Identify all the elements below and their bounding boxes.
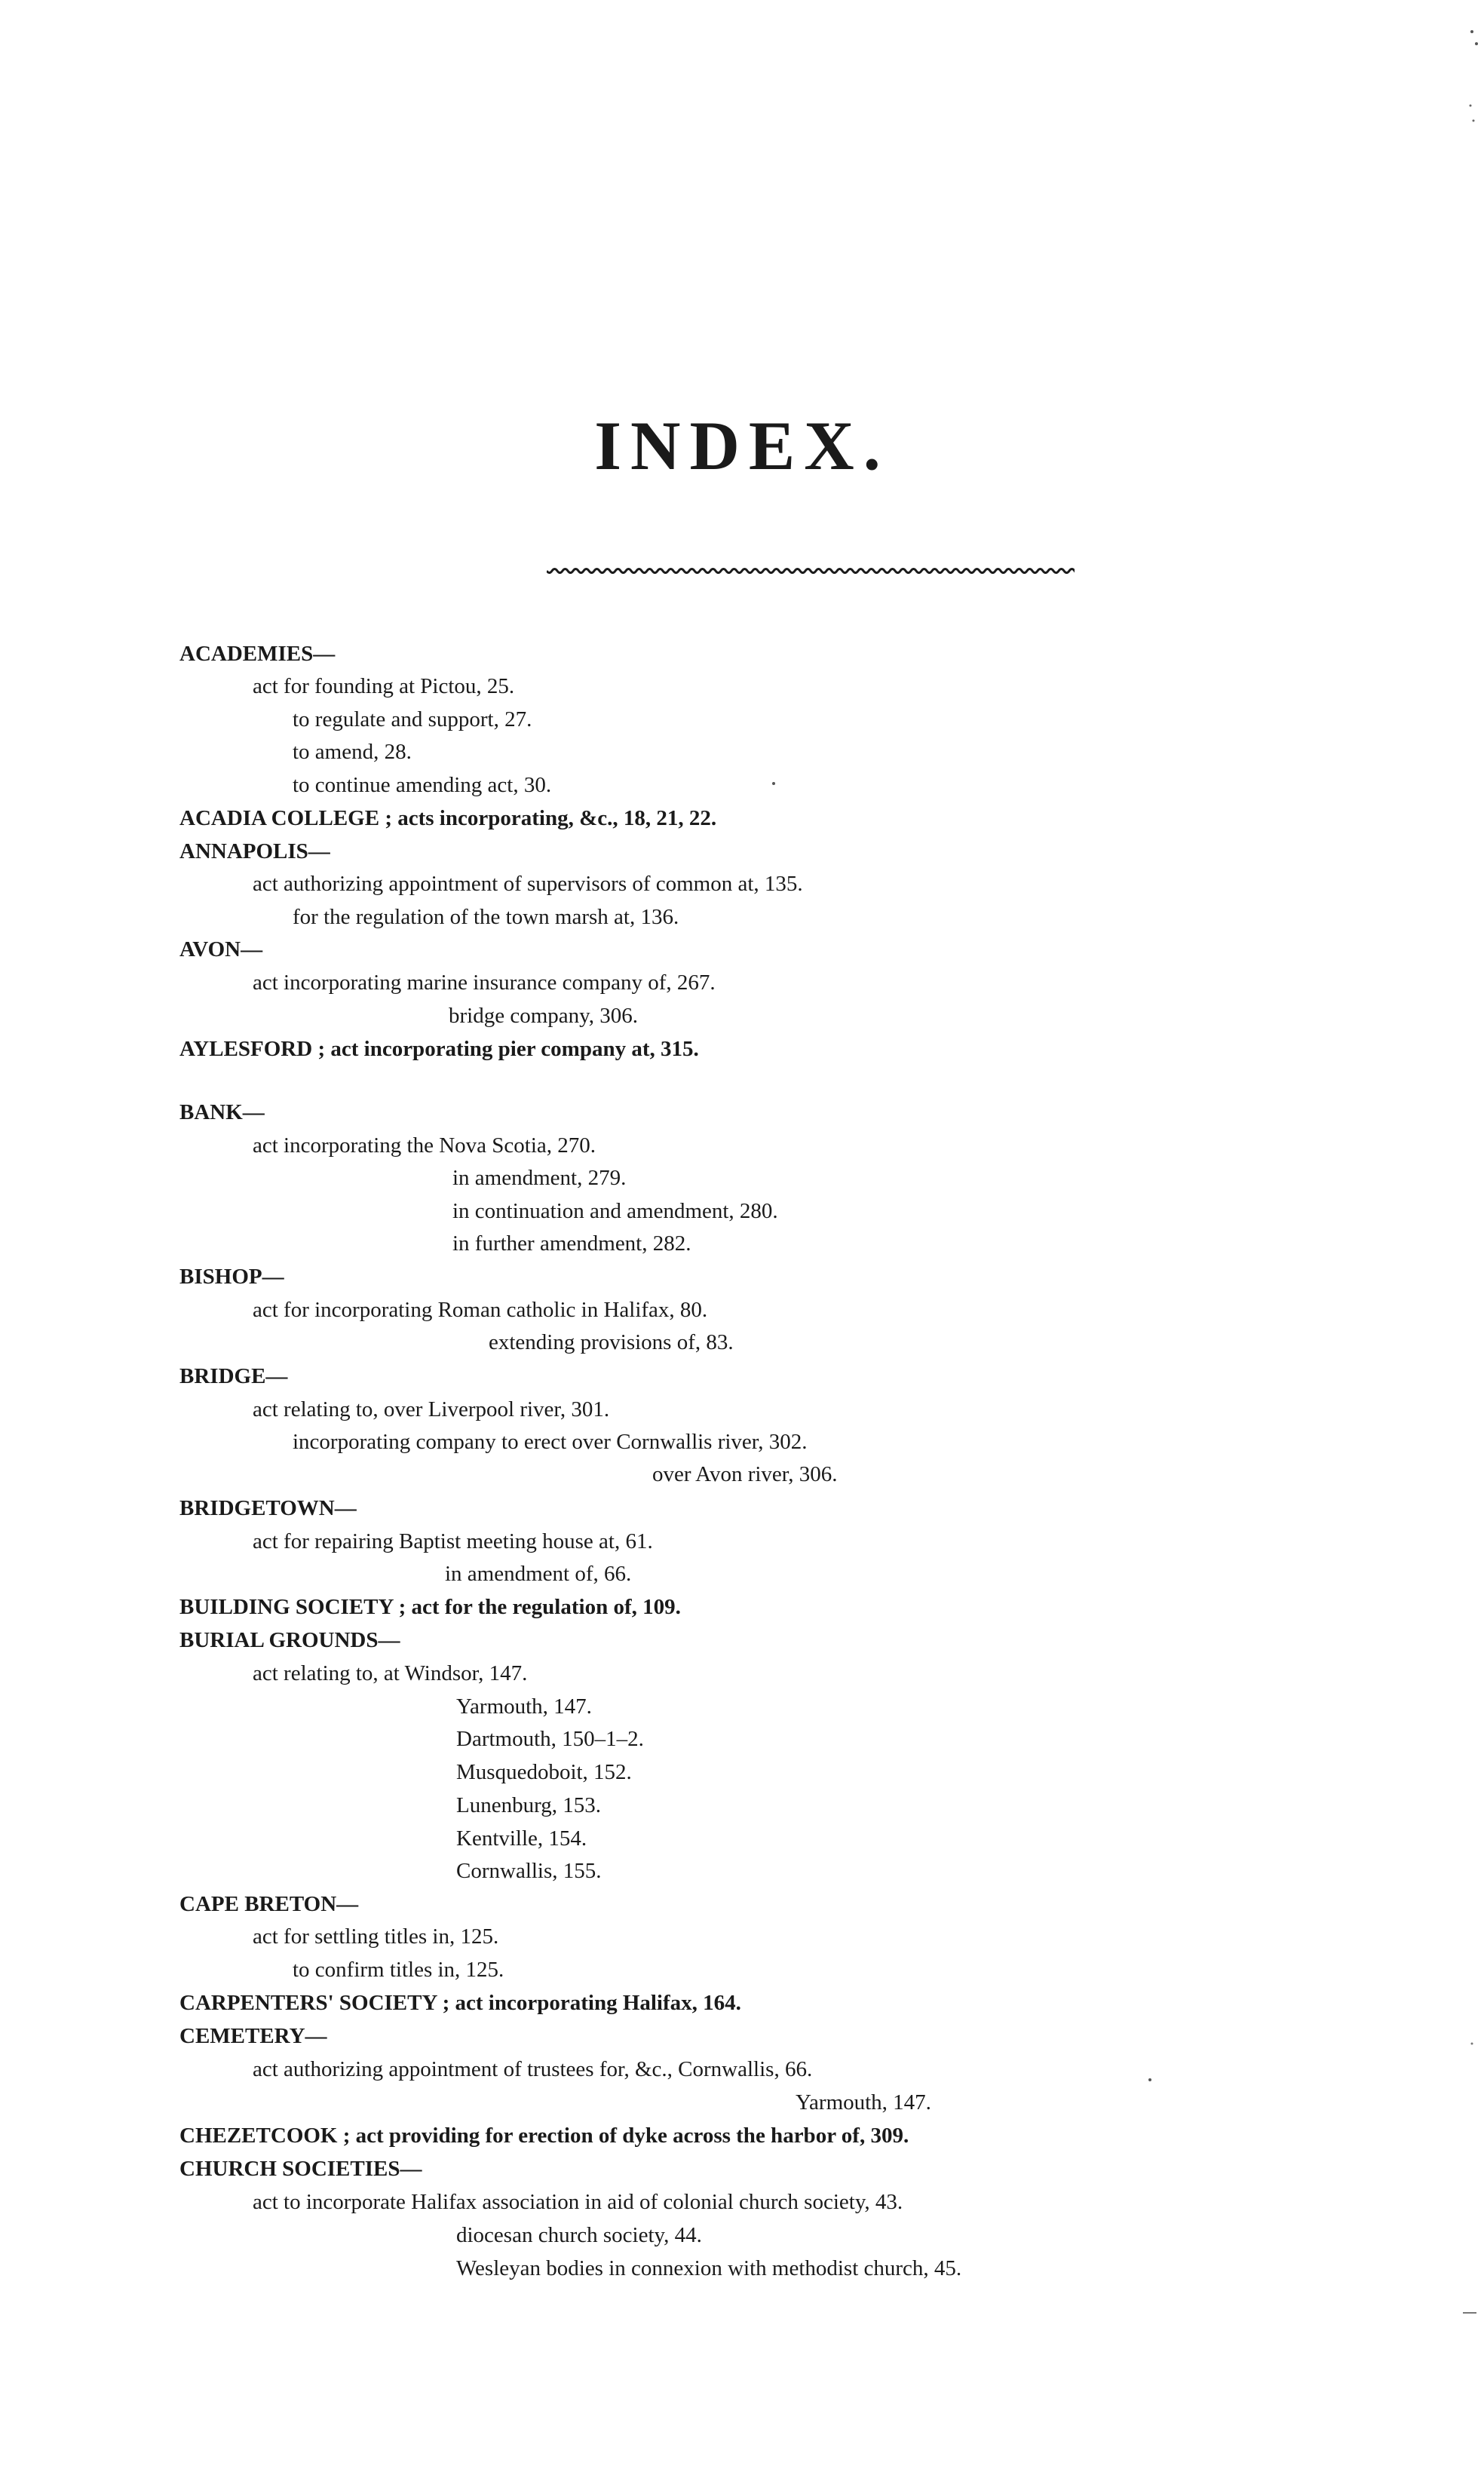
index-subentry: for the regulation of the town marsh at, 136. [293,905,679,929]
index-heading: BRIDGE— [179,1364,288,1388]
index-subentry: extending provisions of, 83. [489,1330,734,1354]
index-heading: BUILDING SOCIETY ; act for the regulation of, 109. [179,1595,681,1619]
index-subentry: Wesleyan bodies in connexion with methodist church, 45. [456,2256,962,2280]
index-subentry: act for incorporating Roman catholic in Halifax, 80. [253,1298,708,1322]
index-subentry: Kentville, 154. [456,1826,587,1851]
index-heading: BISHOP— [179,1265,284,1289]
index-subentry: Yarmouth, 147. [456,1694,592,1719]
index-heading: CARPENTERS' SOCIETY ; act incorporating Halifax, 164. [179,1991,741,2015]
index-subentry: act incorporating marine insurance company of, 267. [253,971,716,995]
index-subentry: diocesan church society, 44. [456,2223,702,2247]
index-subentry: act authorizing appointment of supervisors of common at, 135. [253,872,803,896]
index-heading: CHURCH SOCIETIES— [179,2157,422,2181]
index-subentry: act relating to, at Windsor, 147. [253,1661,528,1685]
index-subentry: bridge company, 306. [449,1004,639,1028]
index-subentry: to continue amending act, 30. [293,773,552,797]
index-subentry: to regulate and support, 27. [293,707,532,731]
index-heading: CHEZETCOOK ; act providing for erection of dyke across the harbor of, 309. [179,2124,909,2148]
index-subentry: Cornwallis, 155. [456,1859,602,1883]
index-subentry: act authorizing appointment of trustees for, &c., Cornwallis, 66. [253,2057,813,2081]
index-heading: ANNAPOLIS— [179,839,330,863]
index-subentry: act incorporating the Nova Scotia, 270. [253,1133,596,1158]
index-heading: CAPE BRETON— [179,1892,359,1916]
index-subentry: to confirm titles in, 125. [293,1958,504,1982]
index-subentry: act relating to, over Liverpool river, 301. [253,1397,610,1421]
index-subentry: in continuation and amendment, 280. [452,1199,778,1223]
page-title: INDEX. [594,407,890,484]
index-subentry: Yarmouth, 147. [796,2090,931,2115]
index-heading: AYLESFORD ; act incorporating pier company at, 315. [179,1037,699,1061]
index-heading: ACADEMIES— [179,642,336,666]
index-subentry: incorporating company to erect over Cornwallis river, 302. [293,1430,808,1454]
index-heading: BANK— [179,1100,265,1124]
index-heading: ACADIA COLLEGE ; acts incorporating, &c., 18, 21, 22. [179,806,717,830]
index-subentry: act for founding at Pictou, 25. [253,674,515,698]
index-subentry: Musquedoboit, 152. [456,1760,632,1784]
index-subentry: over Avon river, 306. [652,1462,838,1486]
index-subentry: Lunenburg, 153. [456,1793,601,1817]
index-heading: CEMETERY— [179,2024,327,2048]
index-subentry: act for repairing Baptist meeting house at, 61. [253,1529,653,1553]
index-subentry: act for settling titles in, 125. [253,1924,499,1949]
index-subentry: in amendment, 279. [452,1166,627,1190]
index-heading: AVON— [179,937,263,961]
index-subentry: in further amendment, 282. [452,1231,691,1256]
index-subentry: Dartmouth, 150–1–2. [456,1727,644,1751]
index-heading: BRIDGETOWN— [179,1496,357,1520]
index-subentry: in amendment of, 66. [445,1562,632,1586]
index-heading: BURIAL GROUNDS— [179,1628,400,1652]
index-subentry: act to incorporate Halifax association in aid of colonial church society, 43. [253,2190,903,2214]
index-subentry: to amend, 28. [293,740,412,764]
